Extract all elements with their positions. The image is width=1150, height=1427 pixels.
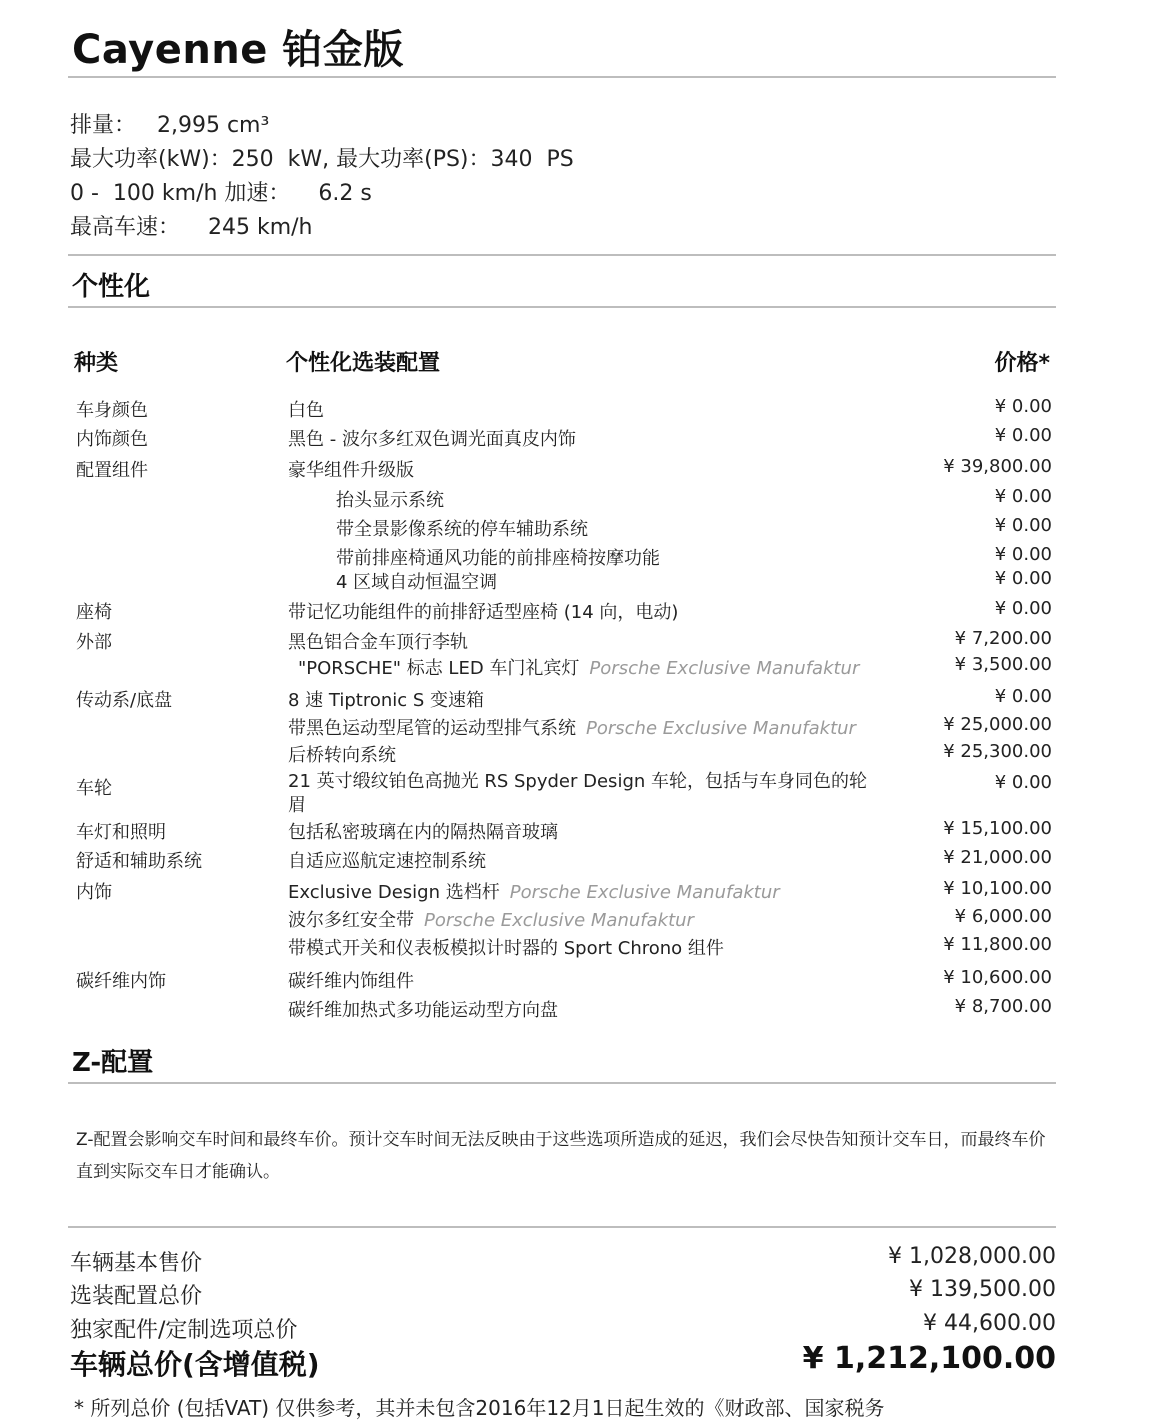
row-category: 车身颜色 — [76, 400, 148, 421]
row-price: ¥ 3,500.00 — [954, 654, 1052, 675]
option-text: Exclusive Design 选档杆 — [288, 882, 500, 903]
divider — [68, 1226, 1056, 1228]
row-option: 后桥转向系统 — [288, 745, 396, 766]
table-row — [0, 425, 1150, 453]
row-option — [288, 714, 856, 740]
row-category: 车轮 — [76, 778, 112, 799]
row-price: ¥ 0.00 — [994, 598, 1052, 619]
row-price: ¥ 0.00 — [994, 772, 1052, 793]
table-row — [0, 996, 1150, 1024]
divider — [68, 254, 1056, 256]
row-price: ¥ 0.00 — [994, 686, 1052, 707]
row-price: ¥ 10,600.00 — [943, 967, 1052, 988]
section-title-personalization: 个性化 — [72, 272, 151, 302]
table-row — [0, 686, 1150, 714]
page-title: Cayenne 铂金版 — [72, 27, 404, 73]
row-option: 豪华组件升级版 — [288, 460, 414, 481]
table-row — [0, 714, 1150, 742]
divider — [68, 306, 1056, 308]
row-option — [288, 906, 694, 932]
row-option: 黑色铝合金车顶行李轨 — [288, 632, 468, 653]
row-price: ¥ 0.00 — [994, 568, 1052, 589]
row-price: ¥ 0.00 — [994, 544, 1052, 565]
exclusive-brand-label: Porsche Exclusive Manufaktur — [509, 882, 780, 903]
grand-total-value: ¥ 1,212,100.00 — [802, 1341, 1056, 1376]
row-price: ¥ 15,100.00 — [943, 818, 1052, 839]
table-row — [0, 906, 1150, 934]
row-option: 带模式开关和仪表板模拟计时器的 Sport Chrono 组件 — [288, 938, 724, 959]
row-option — [298, 654, 859, 680]
spec-displacement: 排量： 2,995 cm³ — [70, 113, 270, 138]
table-row — [0, 770, 1150, 822]
spec-top-speed: 最高车速： 245 km/h — [70, 215, 313, 240]
row-price: ¥ 10,100.00 — [943, 878, 1052, 899]
row-option: 4 区域自动恒温空调 — [336, 572, 498, 593]
row-option: 碳纤维内饰组件 — [288, 971, 414, 992]
row-option: 带前排座椅通风功能的前排座椅按摩功能 — [336, 548, 660, 569]
exclusive-total-label: 独家配件/定制选项总价 — [70, 1318, 298, 1343]
row-category: 外部 — [76, 632, 112, 653]
row-option: 21 英寸缎纹铂色高抛光 RS Spyder Design 车轮，包括与车身同色的轮眉 — [288, 771, 867, 816]
row-price: ¥ 39,800.00 — [943, 456, 1052, 477]
table-row — [0, 515, 1150, 543]
row-price: ¥ 8,700.00 — [954, 996, 1052, 1017]
row-option: 包括私密玻璃在内的隔热隔音玻璃 — [288, 822, 558, 843]
row-category: 车灯和照明 — [76, 822, 166, 843]
base-price-value: ¥ 1,028,000.00 — [888, 1244, 1056, 1269]
base-price-label: 车辆基本售价 — [70, 1251, 203, 1276]
row-category: 碳纤维内饰 — [76, 971, 166, 992]
table-row — [0, 847, 1150, 875]
row-category: 传动系/底盘 — [76, 690, 173, 711]
option-text: "PORSCHE" 标志 LED 车门礼宾灯 — [298, 658, 580, 679]
row-category: 舒适和辅助系统 — [76, 851, 202, 872]
table-row — [0, 456, 1150, 484]
row-option: 带记忆功能组件的前排舒适型座椅 (14 向，电动) — [288, 602, 679, 623]
row-option: 碳纤维加热式多功能运动型方向盘 — [288, 1000, 558, 1021]
exclusive-brand-label: Porsche Exclusive Manufaktur — [424, 910, 694, 931]
row-price: ¥ 11,800.00 — [943, 934, 1052, 955]
row-option: 抬头显示系统 — [336, 490, 444, 511]
row-price: ¥ 6,000.00 — [954, 906, 1052, 927]
row-option: 8 速 Tiptronic S 变速箱 — [288, 690, 485, 711]
options-total-value: ¥ 139,500.00 — [909, 1277, 1056, 1302]
row-price: ¥ 25,000.00 — [943, 714, 1052, 735]
table-row — [0, 598, 1150, 626]
table-row — [0, 741, 1150, 769]
exclusive-total-value: ¥ 44,600.00 — [923, 1311, 1056, 1336]
divider — [68, 76, 1056, 78]
spec-acceleration: 0 - 100 km/h 加速： 6.2 s — [70, 181, 372, 206]
table-row — [0, 878, 1150, 906]
row-category: 内饰 — [76, 882, 112, 903]
row-option: 带全景影像系统的停车辅助系统 — [336, 519, 588, 540]
option-text: 带黑色运动型尾管的运动型排气系统 — [288, 718, 576, 739]
grand-total-label: 车辆总价(含增值税) — [70, 1348, 320, 1381]
row-price: ¥ 0.00 — [994, 425, 1052, 446]
row-category: 内饰颜色 — [76, 429, 148, 450]
column-header-category: 种类 — [74, 351, 119, 376]
row-price: ¥ 25,300.00 — [943, 741, 1052, 762]
table-row — [0, 396, 1150, 424]
table-row — [0, 967, 1150, 995]
table-row — [0, 486, 1150, 514]
table-row — [0, 934, 1150, 962]
row-category: 配置组件 — [76, 460, 148, 481]
row-price: ¥ 21,000.00 — [943, 847, 1052, 868]
table-row — [0, 654, 1150, 682]
table-row — [0, 818, 1150, 846]
option-text: 波尔多红安全带 — [288, 910, 414, 931]
footnote: * 所列总价 (包括VAT) 仅供参考，其并未包含2016年12月1日起生效的《财政部、国家税务 — [74, 1396, 885, 1420]
row-price: ¥ 7,200.00 — [954, 628, 1052, 649]
divider — [68, 1082, 1056, 1084]
exclusive-brand-label: Porsche Exclusive Manufaktur — [586, 718, 856, 739]
table-row — [0, 568, 1150, 596]
row-price: ¥ 0.00 — [994, 515, 1052, 536]
row-price: ¥ 0.00 — [994, 486, 1052, 507]
row-option: 自适应巡航定速控制系统 — [288, 851, 486, 872]
section-title-z-config: Z-配置 — [72, 1048, 154, 1078]
row-price: ¥ 0.00 — [994, 396, 1052, 417]
column-header-option: 个性化选装配置 — [286, 351, 441, 376]
row-option — [288, 878, 780, 904]
column-header-price: 价格* — [994, 351, 1050, 376]
options-total-label: 选装配置总价 — [70, 1284, 203, 1309]
z-config-note: Z-配置会影响交车时间和最终车价。预计交车时间无法反映由于这些选项所造成的延迟，我们会尽快告知预计交车日，而最终车价直到实际交车日才能确认。 — [76, 1130, 1046, 1182]
exclusive-brand-label: Porsche Exclusive Manufaktur — [589, 658, 860, 679]
row-category: 座椅 — [76, 602, 112, 623]
table-row — [0, 628, 1150, 656]
spec-power: 最大功率(kW)：250 kW, 最大功率(PS)：340 PS — [70, 147, 574, 172]
row-option: 白色 — [288, 400, 324, 421]
row-option: 黑色 - 波尔多红双色调光面真皮内饰 — [288, 429, 576, 450]
